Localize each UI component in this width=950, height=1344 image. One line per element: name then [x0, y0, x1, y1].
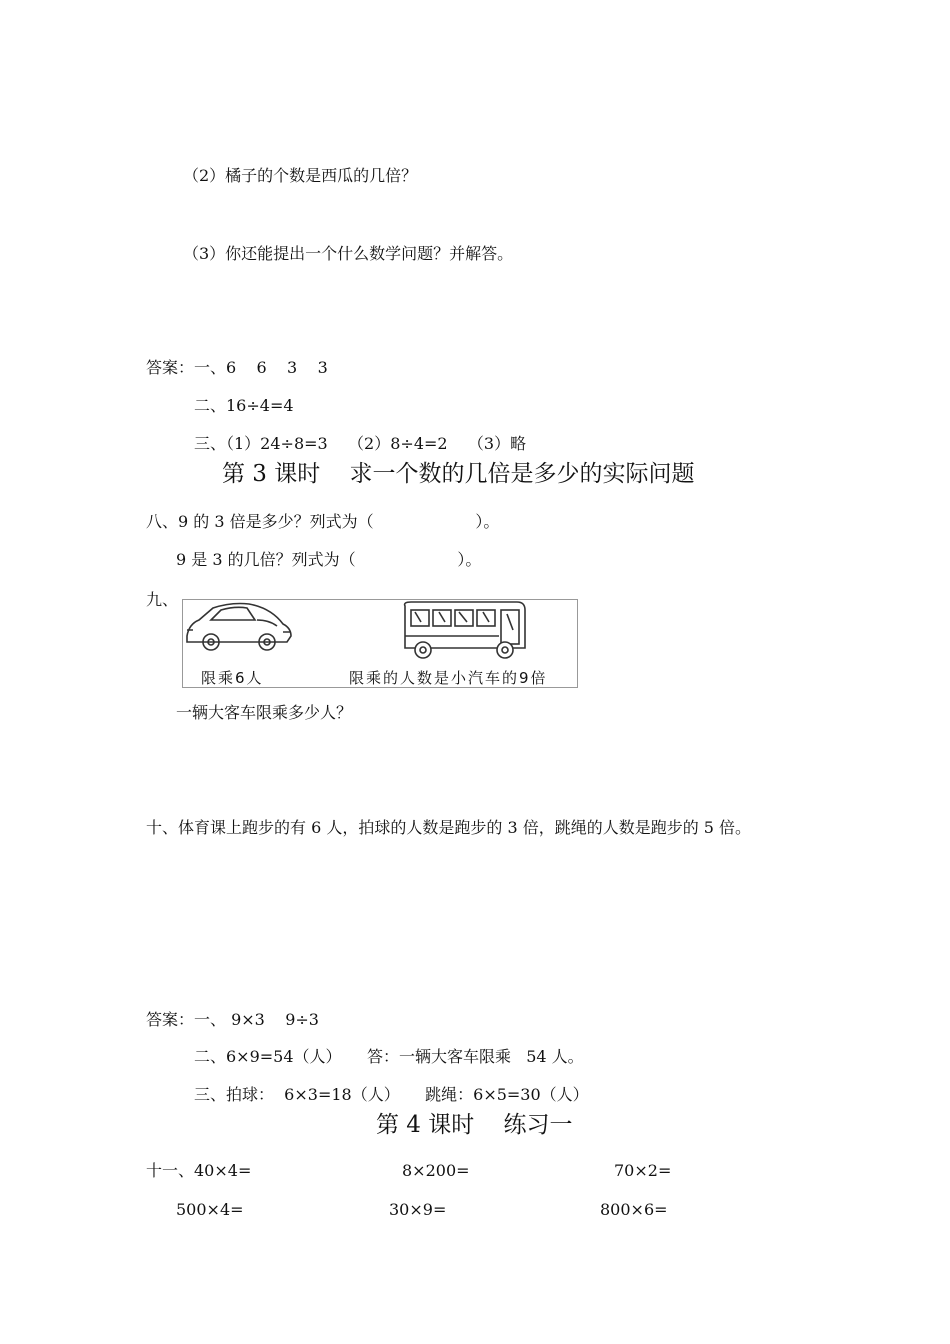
question-2-part-2: （2）橘子的个数是西瓜的几倍？ [183, 166, 418, 185]
answers-2-line-2: 二、6×9=54（人） 答：一辆大客车限乘 54 人。 [194, 1047, 584, 1066]
bus-caption: 限乘的人数是小汽车的9倍 [349, 669, 548, 687]
answers-2-line-3: 三、拍球： 6×3=18（人） 跳绳：6×5=30（人） [194, 1085, 589, 1104]
question-10-text: 十、体育课上跑步的有 6 人，拍球的人数是跑步的 3 倍，跳绳的人数是跑步的 5 倍。 [146, 818, 752, 837]
lesson-3-title: 第 3 课时 求一个数的几倍是多少的实际问题 [222, 461, 695, 487]
question-11-label: 十一、 [146, 1161, 195, 1180]
question-9-text: 一辆大客车限乘多少人？ [176, 703, 353, 722]
car-caption: 限乘6人 [201, 669, 264, 687]
exercise-item: 800×6= [600, 1200, 668, 1219]
exercise-item: 40×4= [194, 1161, 252, 1180]
answers-2-line-1: 答案：一、 9×3 9÷3 [146, 1010, 319, 1029]
question-2-part-3: （3）你还能提出一个什么数学问题？并解答。 [183, 244, 514, 263]
vehicle-figure [182, 599, 578, 688]
car-icon [187, 604, 291, 651]
question-8-line-2: 9 是 3 的几倍？列式为（ ）。 [176, 550, 482, 569]
exercise-item: 8×200= [402, 1161, 470, 1180]
question-9-label: 九、 [146, 590, 179, 609]
answers-1-line-3: 三、（1）24÷8=3 （2）8÷4=2 （3）略 [194, 434, 527, 453]
answers-1-line-2: 二、16÷4=4 [194, 396, 294, 415]
exercise-item: 500×4= [176, 1200, 244, 1219]
exercise-item: 70×2= [614, 1161, 672, 1180]
bus-icon [405, 602, 525, 658]
answers-1-line-1: 答案：一、6 6 3 3 [146, 358, 328, 377]
question-8-line-1: 八、9 的 3 倍是多少？列式为（ ）。 [146, 512, 500, 531]
lesson-4-title: 第 4 课时 练习一 [376, 1112, 573, 1138]
exercise-item: 30×9= [389, 1200, 447, 1219]
